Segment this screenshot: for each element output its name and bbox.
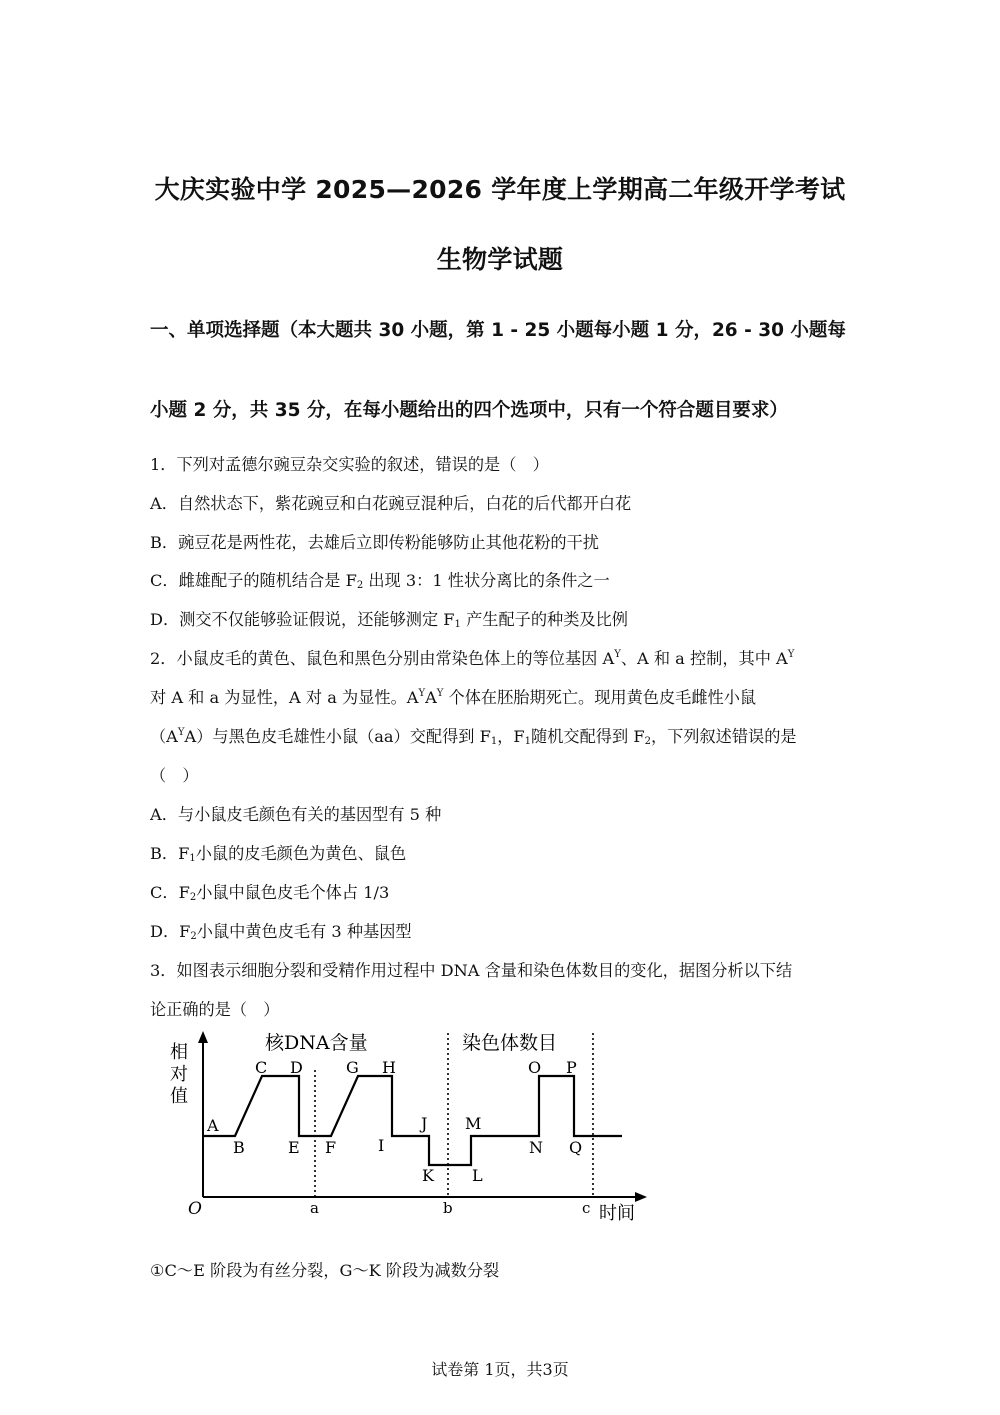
q1-option-a: A．自然状态下，紫花豌豆和白花豌豆混种后，白花的后代都开白花 [150,494,632,513]
section-label-dna: 核DNA含量 [265,1032,368,1054]
y-axis-arrow [198,1031,208,1043]
point-label-e: E [288,1138,300,1157]
x-axis-arrow [635,1192,647,1202]
q3-statement-1: ①C～E 阶段为有丝分裂，G～K 阶段为减数分裂 [150,1261,500,1280]
point-label-n: N [529,1138,543,1157]
point-label-d: D [290,1058,303,1077]
point-label-o: O [528,1058,542,1077]
y-label-char-3: 值 [170,1086,188,1107]
point-label-f: F [325,1138,337,1157]
point-label-q: Q [569,1138,583,1157]
page-footer: 试卷第 1页，共3页 [431,1360,569,1379]
q2-answer-bracket: （ ） [150,766,199,785]
q3-stem-line-1: 3．如图表示细胞分裂和受精作用过程中 DNA 含量和染色体数目的变化，据图分析以下结 [150,961,793,980]
point-label-c: C [255,1058,268,1077]
q1-stem: 1．下列对孟德尔豌豆杂交实验的叙述，错误的是（ ） [150,455,549,474]
tick-a: a [310,1199,319,1217]
q2-option-c: C．$F_2$小鼠中鼠色皮毛个体占 1/3 [150,883,390,903]
section-heading-line-1: 一、单项选择题（本大题共 30 小题，第 1 - 25 小题每小题 1 分，26 - 30 小题每 [150,320,846,341]
q2-stem-line-3: $(A^YA)$与黑色皮毛雄性小鼠（aa）交配得到 $F_1$，$F_1$随机交配得到 $F_2$，下列叙述错误的是 [150,727,797,747]
y-label-char-2: 对 [170,1064,188,1085]
y-label-char-1: 相 [170,1042,188,1063]
x-label: 时间 [599,1203,635,1224]
point-label-l: L [472,1166,483,1185]
q2-stem-line-2: 对 A 和 a 为显性，A 对 a 为显性。$A^YA^Y$ 个体在胚胎期死亡。现用黄色皮毛雌性小鼠 [150,688,757,707]
q2-option-a: A．与小鼠皮毛颜色有关的基因型有 5 种 [150,805,442,824]
exam-title: 大庆实验中学 2025—2026 学年度上学期高二年级开学考试 [154,175,846,204]
exam-subtitle: 生物学试题 [436,245,564,274]
point-label-k: K [422,1166,434,1185]
tick-b: b [443,1199,453,1217]
q2-stem-line-1: 2．小鼠皮毛的黄色、鼠色和黑色分别由常染色体上的等位基因 $A^Y$、A 和 a 控制，其中 $A^Y$ [150,649,795,668]
section-label-chromosome: 染色体数目 [462,1032,558,1054]
value-curve [203,1076,622,1165]
origin-label: O [188,1199,202,1219]
point-label-i: I [378,1136,385,1155]
point-label-j: J [421,1114,428,1133]
dna-chromosome-figure [165,1025,655,1225]
section-heading-line-2: 小题 2 分，共 35 分，在每小题给出的四个选项中，只有一个符合题目要求） [150,400,788,421]
q1-option-b: B．豌豆花是两性花，去雄后立即传粉能够防止其他花粉的干扰 [150,533,599,552]
figure-svg [165,1025,655,1225]
point-label-b: B [233,1138,245,1157]
tick-c: c [582,1199,591,1217]
q2-option-d: D．$F_2$小鼠中黄色皮毛有 3 种基因型 [150,922,412,942]
q1-option-c: C．雌雄配子的随机结合是 $F_2$ 出现 3：1 性状分离比的条件之一 [150,571,610,591]
q2-option-b: B．$F_1$小鼠的皮毛颜色为黄色、鼠色 [150,844,407,864]
q1-option-d: D．测交不仅能够验证假说，还能够测定 $F_1$ 产生配子的种类及比例 [150,610,628,630]
point-label-p: P [566,1058,577,1077]
point-label-m: M [465,1114,482,1133]
point-label-g: G [346,1058,359,1077]
q3-stem-line-2: 论正确的是（ ） [150,1000,280,1019]
point-label-a: A [207,1116,219,1135]
point-label-h: H [382,1058,396,1077]
